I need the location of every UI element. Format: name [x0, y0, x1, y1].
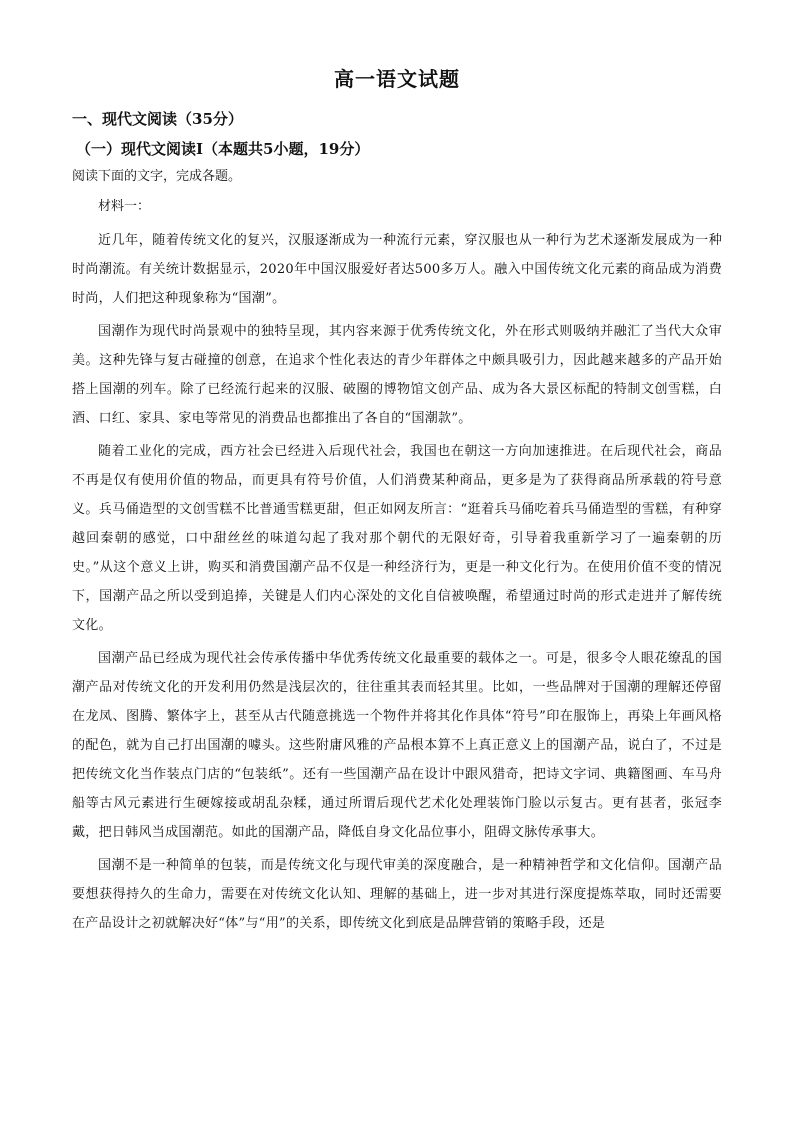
exam-title: 高一语文试题 — [334, 67, 460, 91]
exam-page — [72, 66, 722, 942]
subsection-heading: （一）现代文阅读Ⅰ（本题共5小题，19分） — [76, 140, 370, 158]
paragraph-2: 国潮作为现代时尚景观中的独特呈现，其内容来源于优秀传统文化，外在形式则吸纳并融汇了当代大众审美。这种先锋与复古碰撞的创意，在追求个性化表达的青少年群体之中颇具吸引力，因此越来越多的产品开始搭上国潮的列车。除了已经流行起来的汉服、破圈的博物馆文创产品、成为各大景区标配的特制文创雪糕，白酒、口红、家具、家电等常见的消费品也都推出了各自的“国潮款”。 — [72, 324, 722, 426]
paragraph-3: 随着工业化的完成，西方社会已经进入后现代社会，我国也在朝这一方向加速推进。在后现代社会，商品不再是仅有使用价值的物品，而更具有符号价值，人们消费某种商品，更多是为了获得商品所承载的符号意义。兵马俑造型的文创雪糕不比普通雪糕更甜，但正如网友所言：“逛着兵马俑吃着兵马俑造型的雪糕，有种穿越回秦朝的感觉，口中甜丝丝的味道勾起了我对那个朝代的无限好奇，引导着我重新学习了一遍秦朝的历史。”从这个意义上讲，购买和消费国潮产品不仅是一种经济行为，更是一种文化行为。在使用价值不变的情况下，国潮产品之所以受到追捧，关键是人们内心深处的文化自信被唤醒，希望通过时尚的形式走进并了解传统文化。 — [72, 444, 722, 633]
paragraph-1: 近几年，随着传统文化的复兴，汉服逐渐成为一种流行元素，穿汉服也从一种行为艺术逐渐发展成为一种时尚潮流。有关统计数据显示，2020年中国汉服爱好者达500多万人。融入中国传统文化元素的商品成为消费时尚，人们把这种现象称为“国潮”。 — [72, 233, 722, 306]
paragraph-5: 国潮不是一种简单的包装，而是传统文化与现代审美的深度融合，是一种精神哲学和文化信仰。国潮产品要想获得持久的生命力，需要在对传统文化认知、理解的基础上，进一步对其进行深度提炼萃取，同时还需要在产品设计之初就解决好“体”与“用”的关系，即传统文化到底是品牌营销的策略手段，还是 — [72, 858, 722, 931]
reading-instruction: 阅读下面的文字，完成各题。 — [72, 169, 242, 184]
material-label: 材料一： — [98, 199, 151, 214]
section-heading: 一、现代文阅读（35分） — [72, 110, 243, 128]
paragraph-4: 国潮产品已经成为现代社会传承传播中华优秀传统文化最重要的载体之一。可是，很多令人眼花缭乱的国潮产品对传统文化的开发利用仍然是浅层次的，往往重其表而轻其里。比如，一些品牌对于国潮的理解还停留在龙凤、图腾、繁体字上，甚至从古代随意挑选一个物件并将其化作具体“符号”印在服饰上，再染上年画风格的配色，就为自己打出国潮的噱头。这些附庸风雅的产品根本算不上真正意义上的国潮产品，说白了，不过是把传统文化当作装点门店的“包装纸”。还有一些国潮产品在设计中跟风猎奇，把诗文字词、典籍图画、车马舟船等古风元素进行生硬嫁接或胡乱杂糅，通过所谓后现代艺术化处理装饰门脸以示复古。更有甚者，张冠李戴，把日韩风当成国潮范。如此的国潮产品，降低自身文化品位事小，阻碍文脉传承事大。 — [72, 651, 722, 840]
